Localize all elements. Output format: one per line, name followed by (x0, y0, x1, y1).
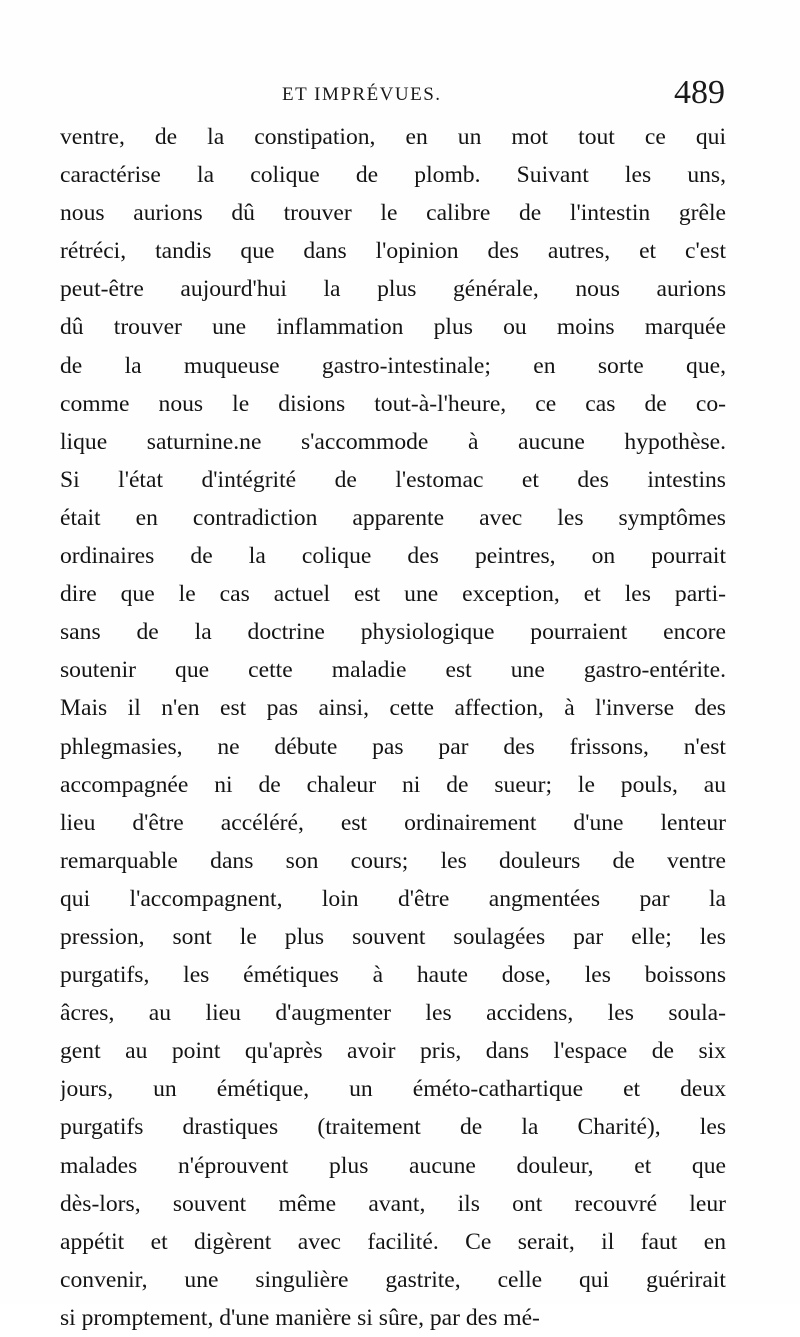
running-title: ET IMPRÉVUES. (282, 84, 442, 105)
body-text (60, 118, 726, 1337)
text-line: de la muqueuse gastro-intestinale; en sorte que, (60, 352, 726, 379)
text-line: dès-lors, souvent même avant, ils ont recouvré leur (60, 1190, 726, 1217)
text-line: gent au point qu'après avoir pris, dans l'espace de six (60, 1038, 726, 1065)
text-line: qui l'accompagnent, loin d'être angmentées par la (60, 885, 726, 912)
text-line: remarquable dans son cours; les douleurs de ventre (60, 847, 726, 874)
text-line: comme nous le disions tout-à-l'heure, ce cas de co- (60, 390, 726, 417)
text-line: soutenir que cette maladie est une gastro-entérite. (60, 657, 726, 684)
text-line: était en contradiction apparente avec les symptômes (60, 504, 726, 531)
text-line: purgatifs, les émétiques à haute dose, les boissons (60, 962, 726, 989)
text-line: si promptement, d'une manière si sûre, par des mé- (60, 1304, 540, 1331)
text-line: dû trouver une inflammation plus ou moins marquée (60, 314, 726, 341)
page-number: 489 (674, 74, 725, 111)
text-line: accompagnée ni de chaleur ni de sueur; le pouls, au (60, 771, 726, 798)
text-line: ventre, de la constipation, en un mot tout ce qui (60, 124, 726, 150)
text-line: appétit et digèrent avec facilité. Ce serait, il faut en (60, 1228, 726, 1255)
text-line: convenir, une singulière gastrite, celle qui guérirait (60, 1266, 726, 1293)
text-line: Si l'état d'intégrité de l'estomac et des intestins (60, 466, 726, 493)
text-line: jours, un émétique, un éméto-cathartique et deux (60, 1076, 726, 1103)
text-line: malades n'éprouvent plus aucune douleur, et que (60, 1152, 726, 1179)
text-line: nous aurions dû trouver le calibre de l'intestin grêle (60, 200, 726, 227)
text-line: ordinaires de la colique des peintres, on pourrait (60, 543, 726, 570)
text-line: pression, sont le plus souvent soulagées par elle; les (60, 923, 726, 950)
text-line: rétréci, tandis que dans l'opinion des autres, et c'est (60, 238, 726, 265)
text-line: âcres, au lieu d'augmenter les accidens, les soula- (60, 1000, 726, 1027)
text-line: dire que le cas actuel est une exception, et les parti- (60, 581, 726, 608)
text-line: phlegmasies, ne débute pas par des frissons, n'est (60, 733, 726, 760)
running-head (60, 74, 725, 118)
text-line: caractérise la colique de plomb. Suivant les uns, (60, 162, 726, 189)
text-line: lieu d'être accéléré, est ordinairement d'une lenteur (60, 809, 726, 836)
text-line: sans de la doctrine physiologique pourraient encore (60, 619, 726, 646)
text-line: peut-être aujourd'hui la plus générale, nous aurions (60, 276, 726, 303)
text-line: purgatifs drastiques (traitement de la Charité), les (60, 1114, 726, 1141)
text-line: Mais il n'en est pas ainsi, cette affection, à l'inverse des (60, 695, 726, 722)
text-line: lique saturnine.ne s'accommode à aucune hypothèse. (60, 428, 726, 455)
